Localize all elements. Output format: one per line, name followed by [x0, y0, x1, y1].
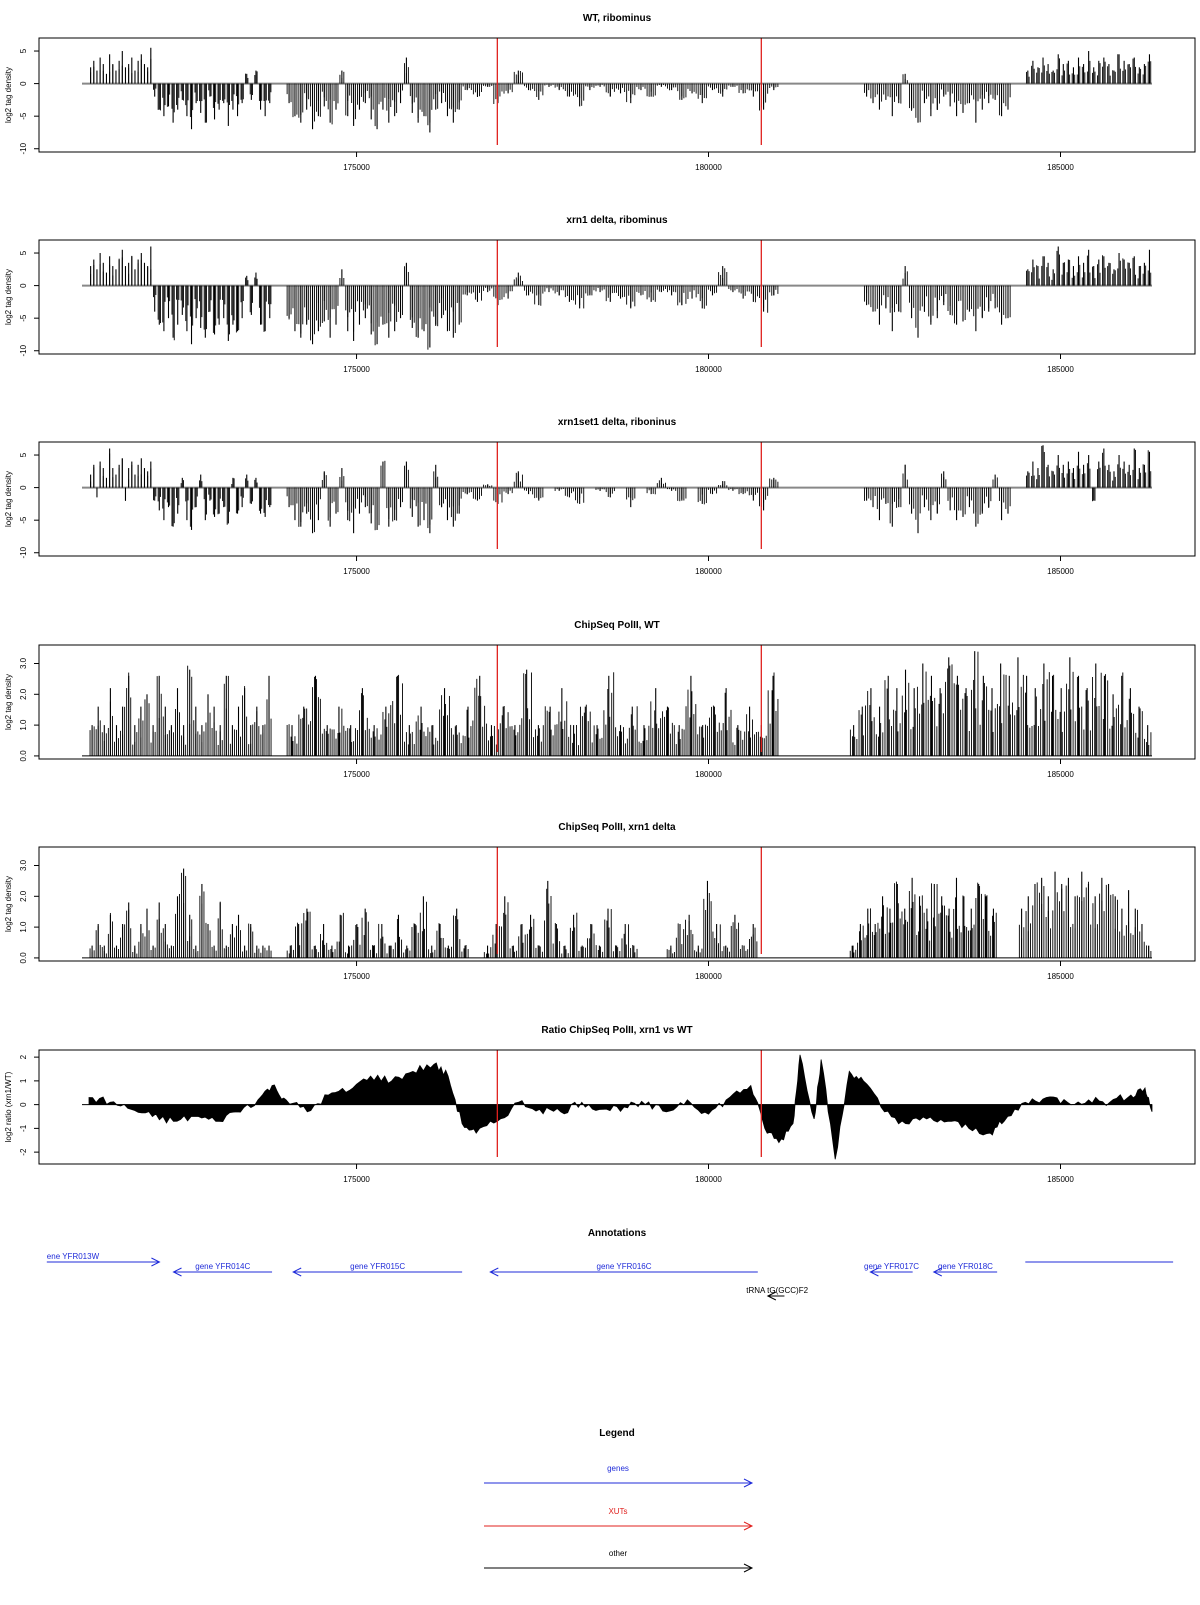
gene-annotation: [864, 1262, 919, 1276]
annotations-title: Annotations: [587, 1228, 647, 1239]
track-title: ChipSeq PolII, xrn1 delta: [558, 822, 676, 833]
y-axis-label: log2 tag density: [4, 66, 13, 124]
gene-label: gene YFR016C: [596, 1262, 652, 1271]
gene-annotation: [293, 1262, 462, 1276]
y-tick-label: 1.0: [19, 921, 28, 933]
y-axis-label: log2 tag density: [4, 470, 13, 528]
y-tick-label: 0.0: [19, 750, 28, 762]
y-tick-label: 0: [19, 1102, 28, 1107]
ratio-area: [89, 1055, 1152, 1160]
x-tick-label: 185000: [1047, 365, 1074, 374]
track-title: xrn1set1 delta, riboninus: [557, 417, 677, 428]
x-tick-label: 180000: [695, 163, 722, 172]
y-axis-label: log2 ratio (xrn1/WT): [4, 1071, 13, 1143]
x-tick-label: 180000: [695, 1175, 722, 1184]
track-panel: [4, 620, 1195, 779]
y-tick-label: 3.0: [19, 657, 28, 670]
y-tick-label: 0: [19, 283, 28, 288]
y-tick-label: 0: [19, 485, 28, 490]
track-panel: [4, 215, 1195, 374]
y-axis-label: log2 tag density: [4, 673, 13, 731]
y-axis-label: log2 tag density: [4, 875, 13, 933]
gene-label: gene YFR017C: [864, 1262, 920, 1271]
x-tick-label: 185000: [1047, 770, 1074, 779]
y-tick-label: -10: [19, 344, 28, 357]
gene-label: gene YFR018C: [937, 1262, 993, 1271]
track-data: [82, 869, 1152, 958]
gene-annotation: [934, 1262, 997, 1276]
track-data: [82, 651, 1152, 756]
track-data: [82, 247, 1152, 350]
x-tick-label: 185000: [1047, 163, 1074, 172]
annotations-panel: [47, 1228, 1173, 1300]
y-tick-label: -5: [19, 314, 28, 322]
track-panel: [4, 13, 1195, 172]
gene-label: gene YFR014C: [195, 1262, 251, 1271]
x-tick-label: 185000: [1047, 567, 1074, 576]
y-tick-label: 2: [19, 1054, 28, 1060]
y-axis-label: log2 tag density: [4, 268, 13, 326]
track-data: [82, 48, 1152, 133]
other-annotation: [746, 1286, 808, 1300]
plot-frame: [39, 442, 1195, 556]
other-label: tRNA tG(GCC)F2: [746, 1286, 809, 1295]
plot-frame: [39, 38, 1195, 152]
y-tick-label: 0.0: [19, 952, 28, 964]
legend-label: other: [608, 1549, 628, 1558]
legend-item: [484, 1464, 752, 1487]
legend-item: [484, 1549, 752, 1572]
track-title: xrn1 delta, ribominus: [566, 215, 668, 226]
track-title: WT, ribominus: [582, 13, 652, 24]
y-tick-label: 3.0: [19, 859, 28, 872]
track-data: [82, 1055, 1152, 1160]
track-title: Ratio ChipSeq PolII, xrn1 vs WT: [541, 1025, 693, 1036]
x-tick-label: 175000: [343, 567, 370, 576]
x-tick-label: 175000: [343, 972, 370, 981]
legend-title: Legend: [599, 1428, 635, 1439]
y-tick-label: 1: [19, 1078, 28, 1084]
gene-annotation: [490, 1262, 758, 1276]
y-tick-label: -10: [19, 546, 28, 559]
track-panels: [4, 13, 1195, 1184]
track-panel: [4, 822, 1195, 981]
y-tick-label: 2.0: [19, 890, 28, 902]
track-panel: [4, 417, 1195, 576]
y-tick-label: -5: [19, 112, 28, 120]
y-tick-label: 2.0: [19, 688, 28, 700]
x-tick-label: 180000: [695, 770, 722, 779]
track-panel: [4, 1025, 1195, 1184]
legend-item: [484, 1507, 752, 1530]
gene-annotation: [47, 1252, 160, 1266]
x-tick-label: 180000: [695, 567, 722, 576]
x-tick-label: 175000: [343, 1175, 370, 1184]
y-tick-label: -2: [19, 1148, 28, 1156]
y-tick-label: 0: [19, 81, 28, 86]
y-tick-label: 5: [19, 48, 28, 54]
x-tick-label: 185000: [1047, 1175, 1074, 1184]
track-data: [82, 445, 1152, 533]
x-tick-label: 180000: [695, 365, 722, 374]
gene-label: gene YFR015C: [350, 1262, 406, 1271]
y-tick-label: -10: [19, 142, 28, 155]
gene-label: ene YFR013W: [46, 1252, 100, 1261]
y-tick-label: 1.0: [19, 719, 28, 731]
x-tick-label: 175000: [343, 163, 370, 172]
legend-label: XUTs: [608, 1507, 628, 1516]
plot-frame: [39, 240, 1195, 354]
x-tick-label: 180000: [695, 972, 722, 981]
y-tick-label: 5: [19, 452, 28, 458]
x-tick-label: 185000: [1047, 972, 1074, 981]
x-tick-label: 175000: [343, 365, 370, 374]
legend-panel: [484, 1428, 752, 1572]
y-tick-label: 5: [19, 250, 28, 256]
legend-label: genes: [607, 1464, 629, 1473]
x-tick-label: 175000: [343, 770, 370, 779]
gene-annotation: [174, 1262, 273, 1276]
track-title: ChipSeq PolII, WT: [574, 620, 660, 631]
y-tick-label: -1: [19, 1124, 28, 1132]
y-tick-label: -5: [19, 516, 28, 524]
